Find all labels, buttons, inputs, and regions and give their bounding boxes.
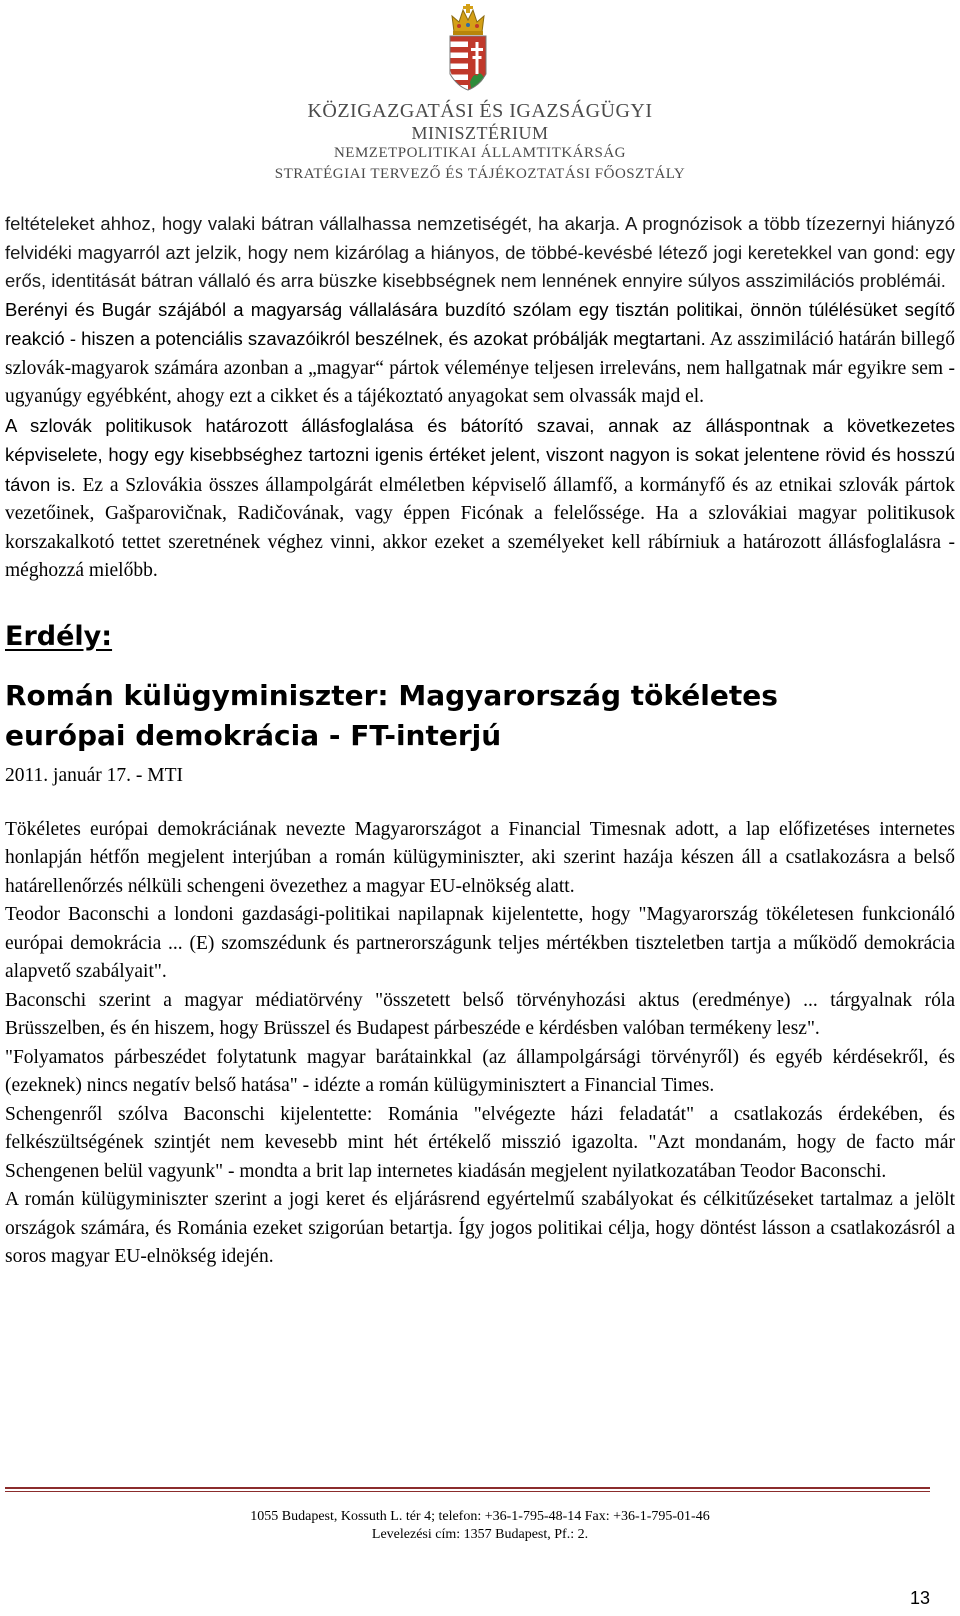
region-heading: Erdély: xyxy=(5,620,113,652)
article-paragraph-3: Baconschi szerint a magyar médiatörvény "összetett belső törvényhozási aktus (eredménye) ... tárgyalnak róla Brüsszelben, és én hiszem, hogy Brüsszel és Budapest párbeszéde e kérdésben valóban termékeny lesz". xyxy=(5,989,955,1039)
document-body xyxy=(5,210,955,1272)
article-date: 2011. január 17. - MTI xyxy=(5,764,183,786)
article-paragraph-6: A román külügyminiszter szerint a jogi keret és eljárásrend egyértelmű szabályokat és célkitűzéseket tartalmaz a jelölt országok számára, és Románia ezeket szigorúan betartja. Így jogos politikai célja, hogy döntést lásson a csatlakozásról a soros magyar EU-elnökség idején. xyxy=(5,1189,955,1267)
paragraph-3 xyxy=(5,412,955,586)
paragraph-2-rest: Az asszimiláció határán billegő szlovák-magyarok számára azonban a „magyar“ pártok véleménye teljesen irreleváns, nem hallgatnak már egyikre sem - ugyanúgy egyébként, ahogy ezt a cikket és a tájékoztató anyagokat sem olvassák majd el. xyxy=(5,329,955,407)
coat-of-arms-icon xyxy=(445,2,491,94)
footer-address: 1055 Budapest, Kossuth L. tér 4; telefon: +36-1-795-48-14 Fax: +36-1-795-01-46 xyxy=(250,1509,710,1524)
ministry-name-line-2: MINISZTÉRIUM xyxy=(411,123,549,143)
letterhead xyxy=(0,0,960,200)
footer-divider-thin xyxy=(5,1491,930,1492)
article-paragraph-4: "Folyamatos párbeszédet folytatunk magyar barátainkkal (az állampolgársági törvényről) és egyéb kérdésekről, és (ezeknek) nincs negatív belső hatása" - idézte a román külügyminisztert a Financial Times. xyxy=(5,1046,955,1096)
article-paragraph-1: Tökéletes európai demokráciának nevezte Magyarországot a Financial Timesnak adott, a lap előfizetéses internetes honlapján hétfőn megjelent interjúban a román külügyminiszter, aki szerint hazája készen áll a csatlakozásra a belső határellenőrzés nélküli schengeni övezethez a magyar EU-elnökség alatt. xyxy=(5,818,955,897)
paragraph-1: feltételeket ahhoz, hogy valaki bátran vállalhassa nemzetiségét, ha akarja. A prognózisok a több tízezernyi hiányzó felvidéki magyarról azt jelzik, hogy nem kizárólag a hiányos, de többé-kevésbé létező jogi keretekkel van gond: egy erős, identitását bátran vállaló és arra büszke kisebbségnek nem lennének ennyire súlyos asszimilációs problémái. xyxy=(5,213,955,291)
paragraph-3-rest: Ez a Szlovákia összes állampolgárát elméletben képviselő államfő, a kormányfő és az etnikai szlovák pártok vezetőinek, Gašparovičnak, Radičovának, vagy éppen Ficónak a felelőssége. Ha a szlovákiai magyar politikusok korszakalkotó tettet szeretnének véghez vinni, akkor ezeket a személyeket kell rábírniuk a határozott állásfoglalásra - méghozzá mielőbb. xyxy=(5,474,955,581)
footer-postal-address: Levelezési cím: 1357 Budapest, Pf.: 2. xyxy=(371,1527,589,1542)
article-title: Román külügyminiszter: Magyarország tökéletes európai demokrácia - FT-interjú xyxy=(5,678,778,752)
paragraph-2-lead: Berényi és Bugár szájából a magyarság vállalására buzdító szólam egy tisztán politikai, önnön túlélésüket segítő reakció - hiszen a potenciális szavazóikról beszélnek, és azokat próbálják megtartani. xyxy=(5,298,955,349)
state-secretariat-name: NEMZETPOLITIKAI ÁLLAMTITKÁRSÁG xyxy=(333,145,627,161)
paragraph-2 xyxy=(5,296,955,412)
article-paragraph-5: Schengenről szólva Baconschi kijelentette: Románia "elvégezte házi feladatát" a csatlakozás érdekében, és felkészültségének szintjét nem kevesebb mint hét értékelő misszió igazolta. "Azt mondanám, hogy de facto már Schengenen belül vagyunk" - mondta a brit lap internetes kiadásán megjelent nyilatkozatában Teodor Baconschi. xyxy=(5,1103,955,1182)
article-paragraph-2: Teodor Baconschi a londoni gazdasági-politikai napilapnak kijelentette, hogy "Magyarország tökéletesen funkcionáló európai demokrácia ... (E) szomszédunk és partnerországunk teljes mértékben tiszteletben tartja a működő demokrácia alapvető szabályait". xyxy=(5,904,955,982)
ministry-name-line-1: KÖZIGAZGATÁSI ÉS IGAZSÁGÜGYI xyxy=(307,100,653,122)
department-name: STRATÉGIAI TERVEZŐ ÉS TÁJÉKOZTATÁSI FŐOSZTÁLY xyxy=(274,166,686,182)
paragraph-3-lead: A szlovák politikusok határozott állásfoglalása és bátorító szavai, annak az álláspontnak a következetes képviselete, hogy egy kisebbséghez tartozni igenis értéket jelent, viszont nagyon is sokat jelentene rövid és hosszú távon is. xyxy=(5,414,955,495)
page-number: 13 xyxy=(909,1588,930,1608)
footer-divider xyxy=(5,1487,930,1489)
